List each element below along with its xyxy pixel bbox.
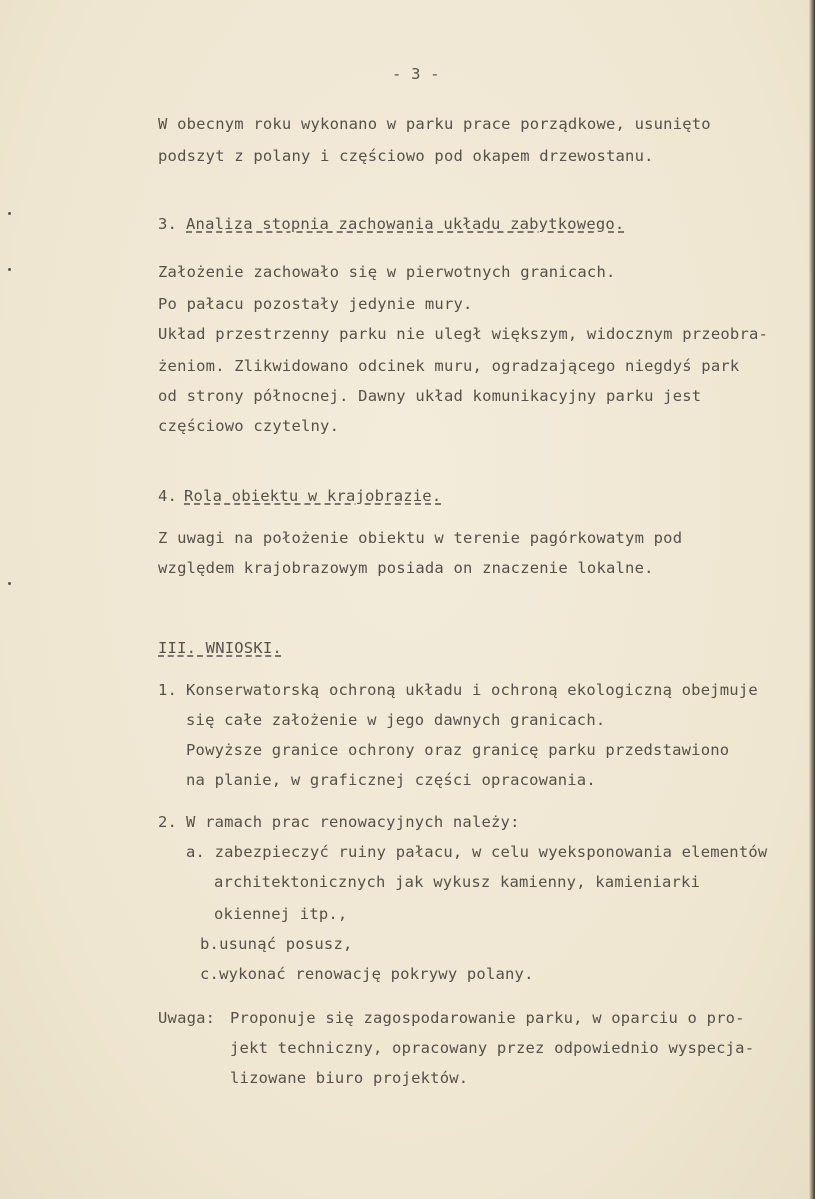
intro-line-2: podszyt z polany i częściowo pod okapem drzewostanu. — [158, 147, 654, 165]
page-edge-shadow — [809, 0, 815, 1199]
item-2-a-line-1: a. zabezpieczyć ruiny pałacu, w celu wyeksponowania elementów — [186, 843, 768, 861]
item-2-a-line-2: architektonicznych jak wykusz kamienny, kamieniarki — [214, 873, 701, 891]
item-2-b: b.usunąć posusz, — [200, 935, 353, 953]
page-number: - 3 - — [392, 65, 440, 83]
section-4-heading: Rola obiektu w krajobrazie. — [184, 487, 442, 505]
section-3-line-4: żeniom. Zlikwidowano odcinek muru, ogradzającego niegdyś park — [158, 357, 740, 375]
item-1-number: 1. — [158, 681, 178, 699]
item-1-line-3: Powyższe granice ochrony oraz granicę parku przedstawiono — [186, 741, 730, 759]
item-2-a-line-3: okiennej itp., — [214, 905, 348, 923]
intro-line-1: W obecnym roku wykonano w parku prace porządkowe, usunięto — [158, 115, 711, 133]
note-line-3: lizowane biuro projektów. — [230, 1069, 469, 1087]
scan-speck — [8, 268, 11, 271]
note-line-2: jekt techniczny, opracowany przez odpowiednio wyspecja- — [230, 1039, 755, 1057]
section-3-line-2: Po pałacu pozostały jedynie mury. — [158, 295, 473, 313]
section-3-number: 3. — [158, 215, 178, 233]
item-1-line-2: się całe założenie w jego dawnych granicach. — [186, 711, 606, 729]
note-line-1: Proponuje się zagospodarowanie parku, w oparciu o pro- — [230, 1009, 745, 1027]
item-2-c: c.wykonać renowację pokrywy polany. — [200, 965, 534, 983]
section-3-line-6: częściowo czytelny. — [158, 417, 340, 435]
section-4-line-1: Z uwagi na położenie obiektu w terenie pagórkowatym pod — [158, 529, 683, 547]
section-3-line-5: od strony północnej. Dawny układ komunikacyjny parku jest — [158, 387, 702, 405]
section-3-heading: Analiza stopnia zachowania układu zabytkowego. — [186, 215, 625, 233]
section-iii-heading: III. WNIOSKI. — [158, 639, 282, 657]
note-label: Uwaga: — [158, 1009, 216, 1027]
section-4-line-2: względem krajobrazowym posiada on znaczenie lokalne. — [158, 559, 654, 577]
item-2-number: 2. — [158, 813, 178, 831]
section-3-line-3: Układ przestrzenny parku nie uległ większym, widocznym przeobra- — [158, 325, 769, 343]
section-3-line-1: Założenie zachowało się w pierwotnych granicach. — [158, 263, 616, 281]
scan-speck — [8, 582, 11, 585]
item-1-line-1: Konserwatorską ochroną układu i ochroną ekologiczną obejmuje — [186, 681, 758, 699]
scan-speck — [8, 212, 11, 215]
item-1-line-4: na planie, w graficznej części opracowania. — [186, 771, 596, 789]
section-4-number: 4. — [158, 487, 178, 505]
item-2-line-1: W ramach prac renowacyjnych należy: — [186, 813, 520, 831]
